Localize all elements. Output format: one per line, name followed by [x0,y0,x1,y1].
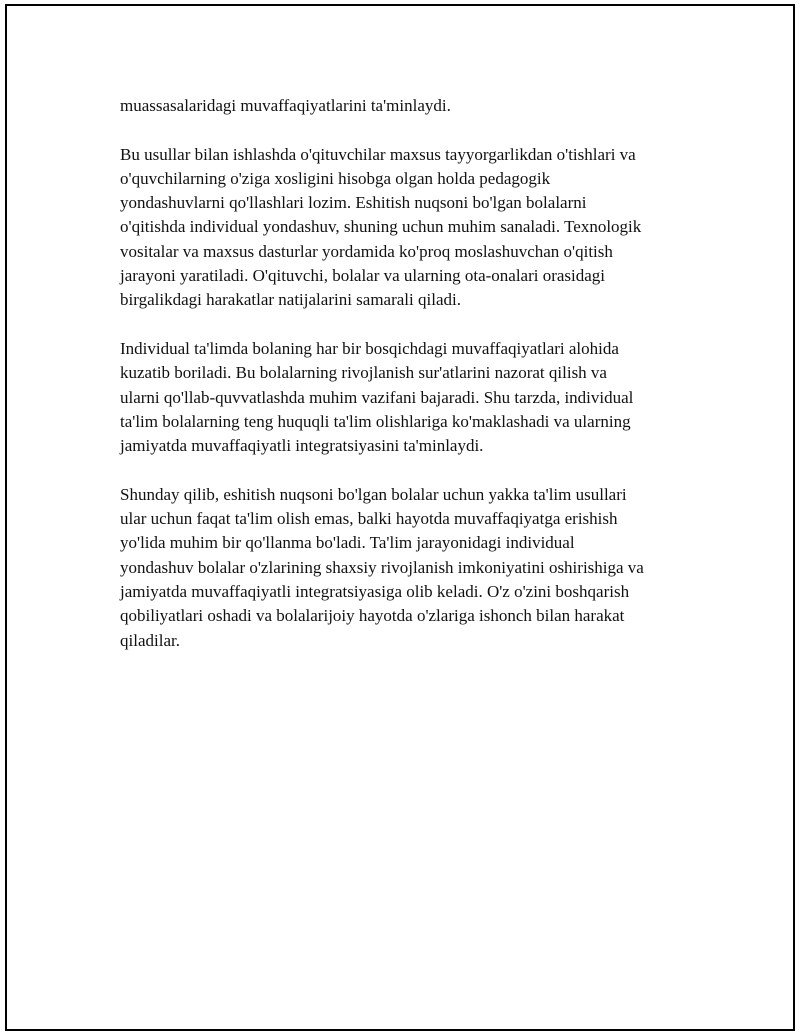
document-body [120,94,700,677]
document-page [5,4,795,1031]
paragraph: Shunday qilib, eshitish nuqsoni bo'lgan bolalar uchun yakka ta'lim usullari ular uchun faqat ta'lim olish emas, balki hayotda muvaffaqiyatga erishish yo'lida muhim bir qo'llanma bo'ladi. Ta'lim jarayonidagi individual yondashuv bolalar o'zlarining shaxsiy rivojlanish imkoniyatini oshirishiga va jamiyatda muvaffaqiyatli integratsiyasiga olib keladi. O'z o'zini boshqarish qobiliyatlari oshadi va bolalarijoiy hayotda o'zlariga ishonch bilan harakat qiladilar. [120,484,644,650]
paragraph: Individual ta'limda bolaning har bir bosqichdagi muvaffaqiyatlari alohida kuzatib boriladi. Bu bolalarning rivojlanish sur'atlarini nazorat qilish va ularni qo'llab-quvvatlashda muhim vazifani bajaradi. Shu tarzda, individual ta'lim bolalarning teng huquqli ta'lim olishlariga ko'maklashadi va ularning jamiyatda muvaffaqiyatli integratsiyasini ta'minlaydi. [120,338,634,456]
paragraph: Bu usullar bilan ishlashda o'qituvchilar maxsus tayyorgarlikdan o'tishlari va o'quvchilarning o'ziga xosligini hisobga olgan holda pedagogik yondashuvlarni qo'llashlari lozim. Eshitish nuqsoni bo'lgan bolalarni o'qitishda individual yondashuv, shuning uchun muhim sanaladi. Texnologik vositalar va maxsus dasturlar yordamida ko'proq moslashuvchan o'qitish jarayoni yaratiladi. O'qituvchi, bolalar va ularning ota-onalari orasidagi birgalikdagi harakatlar natijalarini samarali qiladi. [120,144,642,310]
paragraph: muassasalaridagi muvaffaqiyatlarini ta'minlaydi. [120,96,451,115]
